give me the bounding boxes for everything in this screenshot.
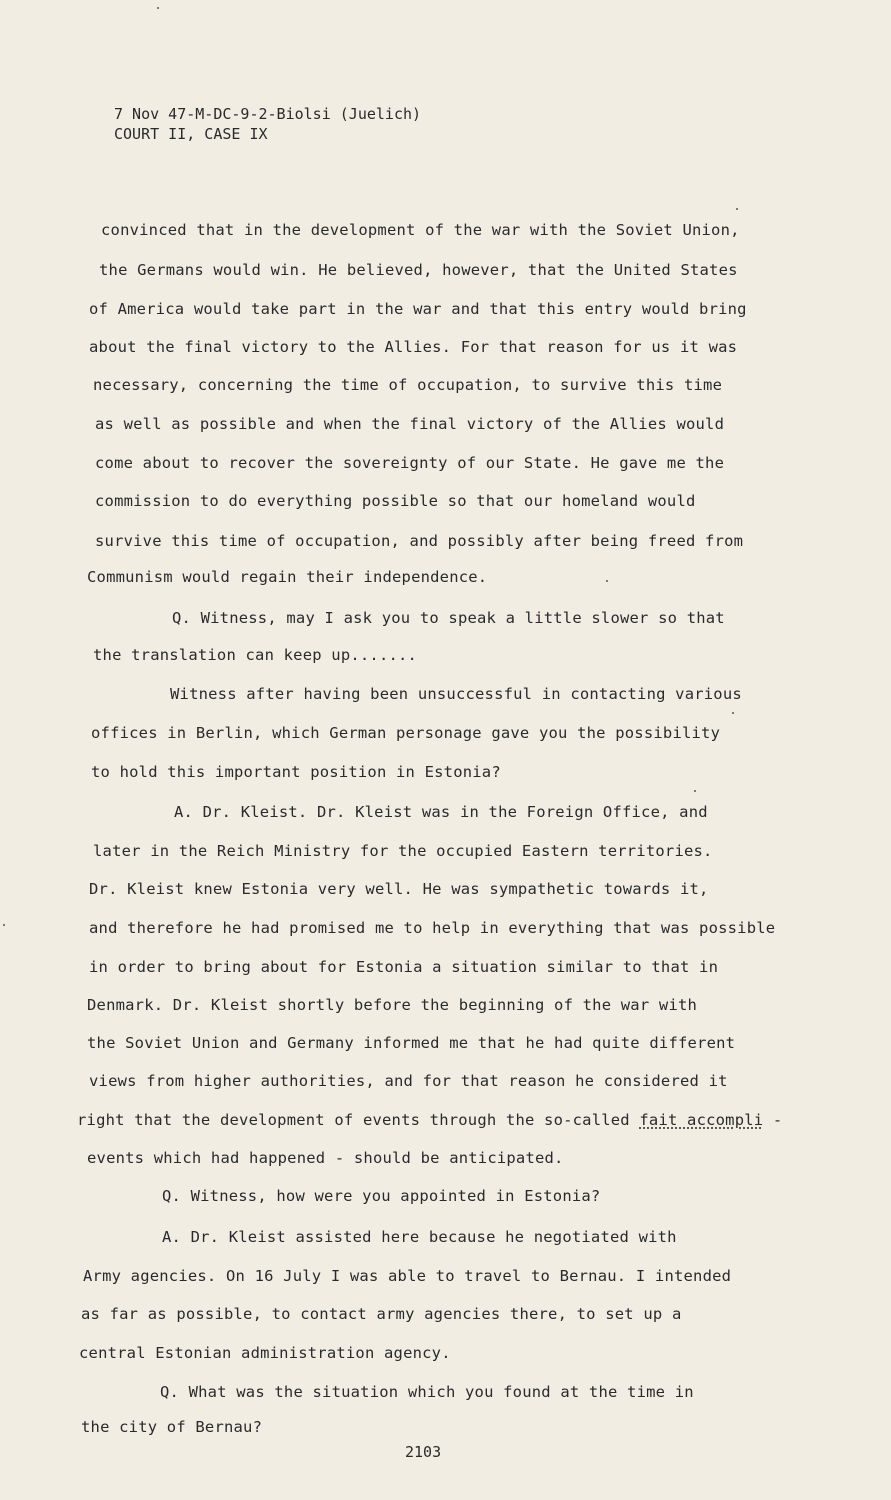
paper-speck xyxy=(3,924,5,926)
text-line: later in the Reich Ministry for the occupied Eastern territories. xyxy=(93,842,713,860)
text-line: the Germans would win. He believed, however, that the United States xyxy=(99,261,738,279)
text-line: Q. What was the situation which you found at the time in xyxy=(160,1383,694,1401)
text-line: come about to recover the sovereignty of our State. He gave me the xyxy=(95,454,725,472)
header-reference-line: 7 Nov 47-M-DC-9-2-Biolsi (Juelich) xyxy=(114,105,422,123)
text-line: commission to do everything possible so that our homeland would xyxy=(95,492,696,510)
text-line: of America would take part in the war and that this entry would bring xyxy=(89,300,747,318)
text-line: to hold this important position in Estonia? xyxy=(91,763,501,781)
text-line: Q. Witness, how were you appointed in Estonia? xyxy=(162,1187,601,1205)
paper-speck xyxy=(736,208,738,210)
text-line: as far as possible, to contact army agencies there, to set up a xyxy=(81,1305,682,1323)
text-line: the city of Bernau? xyxy=(81,1418,263,1436)
text-line: offices in Berlin, which German personage gave you the possibility xyxy=(91,724,721,742)
text-line: central Estonian administration agency. xyxy=(79,1344,451,1362)
paper-speck xyxy=(732,712,734,714)
underlined-phrase: fait accompli xyxy=(639,1111,764,1129)
text-line: A. Dr. Kleist assisted here because he negotiated with xyxy=(162,1228,677,1246)
paper-speck xyxy=(606,580,608,582)
text-line: convinced that in the development of the war with the Soviet Union, xyxy=(101,221,740,239)
text-line: as well as possible and when the final victory of the Allies would xyxy=(95,415,725,433)
header-court-line: COURT II, CASE IX xyxy=(114,125,268,143)
text-line: Q. Witness, may I ask you to speak a little slower so that xyxy=(172,609,725,627)
text-line: Dr. Kleist knew Estonia very well. He was sympathetic towards it, xyxy=(89,880,709,898)
text-line: in order to bring about for Estonia a situation similar to that in xyxy=(89,958,719,976)
text-line: necessary, concerning the time of occupation, to survive this time xyxy=(93,376,723,394)
text-line-lead: right that the development of events through the so-called xyxy=(77,1111,630,1129)
paper-speck xyxy=(157,7,159,9)
text-line: events which had happened - should be anticipated. xyxy=(87,1149,564,1167)
page-number: 2103 xyxy=(405,1443,442,1461)
text-line: views from higher authorities, and for that reason he considered it xyxy=(89,1072,728,1090)
trailing-dash: - xyxy=(772,1111,783,1129)
text-line: the translation can keep up....... xyxy=(93,646,418,664)
paper-speck xyxy=(694,790,696,792)
text-line: survive this time of occupation, and possibly after being freed from xyxy=(95,532,744,550)
text-line: the Soviet Union and Germany informed me that he had quite different xyxy=(87,1034,736,1052)
text-line: Army agencies. On 16 July I was able to travel to Bernau. I intended xyxy=(83,1267,732,1285)
text-line: about the final victory to the Allies. For that reason for us it was xyxy=(89,338,738,356)
text-line: A. Dr. Kleist. Dr. Kleist was in the Foreign Office, and xyxy=(174,803,708,821)
text-line: Denmark. Dr. Kleist shortly before the beginning of the war with xyxy=(87,996,698,1014)
text-line: Communism would regain their independence. xyxy=(87,568,488,586)
text-line: and therefore he had promised me to help in everything that was possible xyxy=(89,919,776,937)
text-line: Witness after having been unsuccessful in contacting various xyxy=(170,685,742,703)
document-header xyxy=(114,104,421,144)
text-line-with-phrase xyxy=(77,1110,797,1130)
